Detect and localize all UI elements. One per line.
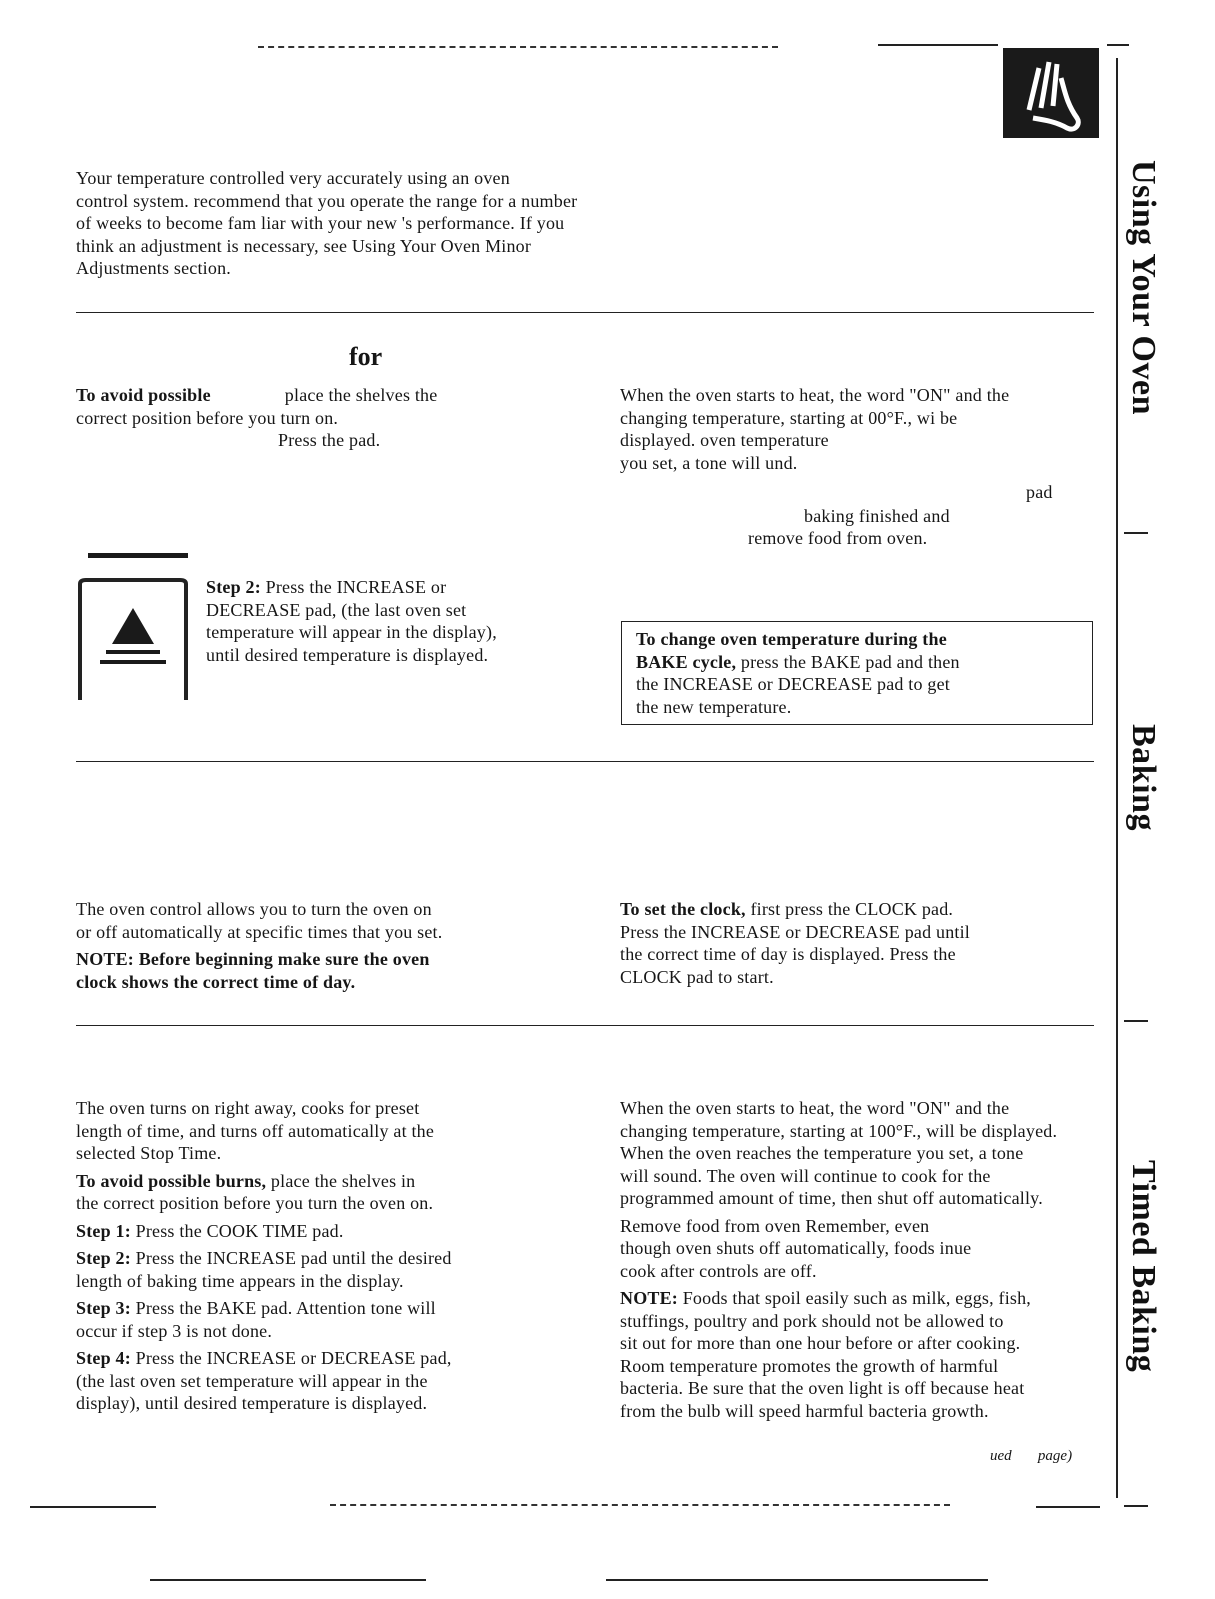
change-temp-line: the INCREASE or DECREASE pad to get bbox=[636, 674, 950, 694]
baking-right-text bbox=[620, 384, 1090, 474]
immediate-intro-line: selected Stop Time. bbox=[76, 1143, 222, 1163]
food-note-line: sit out for more than one hour before or after cooking. bbox=[620, 1333, 1021, 1353]
note-line: NOTE: Before beginning make sure the oven bbox=[76, 949, 430, 969]
bottom-rule-center bbox=[330, 1504, 950, 1506]
sidebar-divider-3 bbox=[1124, 1505, 1148, 1507]
timed-intro-line: or off automatically at specific times that you set. bbox=[76, 921, 443, 942]
burn-warning-label: To avoid possible bbox=[76, 385, 211, 405]
intro-line: control system. recommend that you operate the range for a number bbox=[76, 190, 578, 211]
step-line: Press the BAKE pad. Attention tone will bbox=[135, 1298, 436, 1318]
immediate-remove-line: Remove food from oven Remember, even bbox=[620, 1215, 930, 1236]
set-clock-text bbox=[620, 898, 1090, 988]
remove-food-line: remove food from oven. bbox=[748, 528, 928, 548]
immediate-heat-line: programmed amount of time, then shut off automatically. bbox=[620, 1188, 1043, 1208]
burn-warning-line: correct position before you turn on. bbox=[76, 407, 339, 428]
pad-fragment: pad bbox=[1026, 482, 1053, 502]
change-temperature-box bbox=[621, 621, 1093, 725]
right-margin-rule bbox=[1116, 58, 1118, 1498]
bake-cycle-label: BAKE cycle, bbox=[636, 651, 737, 672]
step2-label: Step 2: bbox=[206, 577, 261, 597]
intro-line: Your temperature controlled very accurately using an oven bbox=[76, 168, 510, 188]
heat-line: When the oven starts to heat, the word "ON" and the bbox=[620, 385, 1010, 405]
sidebar-label-timed-baking: Timed Baking bbox=[1125, 1160, 1162, 1373]
immediate-heat-line: When the oven starts to heat, the word "ON" and the bbox=[620, 1098, 1010, 1118]
caution-triangle-icon bbox=[76, 578, 190, 700]
sidebar-divider-2 bbox=[1124, 1020, 1148, 1022]
immediate-intro-line: The oven turns on right away, cooks for preset bbox=[76, 1098, 420, 1118]
set-clock-line: CLOCK pad to start. bbox=[620, 966, 774, 987]
step-line: length of baking time appears in the display. bbox=[76, 1270, 404, 1291]
set-clock-label: To set the clock, bbox=[620, 899, 746, 919]
baking-finished-line: baking finished and bbox=[804, 506, 950, 526]
step2-line: Press the INCREASE or bbox=[265, 577, 447, 597]
step2-text bbox=[206, 576, 586, 666]
immediate-remove-line: cook after controls are off. bbox=[620, 1260, 817, 1281]
step-line: display), until desired temperature is displayed. bbox=[76, 1393, 428, 1413]
note-line: clock shows the correct time of day. bbox=[76, 971, 356, 992]
step-line: occur if step 3 is not done. bbox=[76, 1320, 273, 1341]
step-line: (the last oven set temperature will appear in the bbox=[76, 1370, 428, 1391]
step-label: Step 3: bbox=[76, 1298, 131, 1318]
step-label: Step 2: bbox=[76, 1248, 131, 1268]
food-note-label: NOTE: bbox=[620, 1288, 679, 1308]
step2-line: temperature will appear in the display), bbox=[206, 622, 497, 642]
food-note-line: Room temperature promotes the growth of harmful bbox=[620, 1355, 999, 1376]
top-rule-left bbox=[258, 46, 778, 48]
baking-left-text bbox=[76, 384, 546, 452]
bottom-rule-right bbox=[1036, 1506, 1100, 1508]
step-label: Step 1: bbox=[76, 1220, 131, 1241]
immediate-intro-line: length of time, and turns off automatically at the bbox=[76, 1120, 435, 1141]
continued-note: ued page) bbox=[990, 1448, 1073, 1464]
set-clock-line: Press the INCREASE or DECREASE pad until bbox=[620, 921, 970, 942]
burn-warning-text: place the shelves the bbox=[284, 385, 438, 405]
step1-text: Press the pad. bbox=[278, 430, 381, 450]
footer-rule-left bbox=[150, 1579, 426, 1581]
food-note-line: bacteria. Be sure that the oven light is off because heat bbox=[620, 1378, 1025, 1398]
food-note-line: from the bulb will speed harmful bacteria growth. bbox=[620, 1400, 989, 1421]
section-divider bbox=[76, 312, 1094, 313]
footer-rule-right bbox=[606, 1579, 988, 1581]
sidebar-label-baking: Baking bbox=[1125, 724, 1162, 831]
set-clock-line: first press the CLOCK pad. bbox=[750, 899, 954, 919]
heat-line: you set, a tone will und. bbox=[620, 452, 798, 473]
intro-line: Adjustments section. bbox=[76, 258, 231, 278]
sidebar-divider-1 bbox=[1124, 532, 1148, 534]
heat-line: changing temperature, starting at 00°F., wi be bbox=[620, 407, 958, 428]
timed-intro-line: The oven control allows you to turn the oven on bbox=[76, 899, 432, 919]
step2-bar bbox=[88, 553, 188, 558]
immediate-remove-line: though oven shuts off automatically, foods inue bbox=[620, 1238, 972, 1258]
immediate-heat-line: changing temperature, starting at 100°F., will be displayed. bbox=[620, 1120, 1058, 1141]
section-divider bbox=[76, 761, 1094, 762]
avoid-burns-label: To avoid possible burns, bbox=[76, 1170, 267, 1191]
intro-paragraph bbox=[76, 167, 756, 280]
change-temp-line: press the BAKE pad and then bbox=[740, 651, 960, 672]
bottom-rule-left bbox=[30, 1506, 156, 1508]
food-note-line: Foods that spoil easily such as milk, eggs, fish, bbox=[682, 1288, 1032, 1308]
section-divider bbox=[76, 1025, 1094, 1026]
immediate-heat-line: will sound. The oven will continue to cook for the bbox=[620, 1165, 991, 1186]
hand-tab-icon bbox=[1003, 48, 1099, 138]
top-rule-corner bbox=[1107, 44, 1129, 46]
avoid-burns-text: place the shelves in bbox=[270, 1170, 416, 1191]
step-line: Press the INCREASE or DECREASE pad, bbox=[135, 1348, 452, 1368]
change-temp-line: the new temperature. bbox=[636, 696, 792, 717]
heat-line: displayed. oven temperature bbox=[620, 430, 829, 450]
intro-line: think an adjustment is necessary, see Using Your Oven Minor bbox=[76, 235, 532, 256]
immediate-heat-line: When the oven reaches the temperature you set, a tone bbox=[620, 1143, 1024, 1163]
top-rule-right bbox=[878, 44, 998, 46]
immediate-left-text bbox=[76, 1097, 576, 1415]
baking-heading: for bbox=[349, 342, 383, 371]
sidebar-label-using-your-oven: Using Your Oven bbox=[1125, 160, 1162, 415]
set-clock-line: the correct time of day is displayed. Press the bbox=[620, 944, 956, 964]
intro-line: of weeks to become fam liar with your new 's performance. If you bbox=[76, 213, 565, 233]
step2-line: DECREASE pad, (the last oven set bbox=[206, 599, 467, 620]
step-line: Press the COOK TIME pad. bbox=[135, 1220, 344, 1241]
timed-intro-left bbox=[76, 898, 556, 993]
step-line: Press the INCREASE pad until the desired bbox=[135, 1248, 452, 1268]
step2-line: until desired temperature is displayed. bbox=[206, 644, 489, 665]
food-note-line: stuffings, poultry and pork should not be allowed to bbox=[620, 1310, 1004, 1331]
avoid-burns-line: the correct position before you turn the oven on. bbox=[76, 1193, 434, 1213]
change-temp-bold-line: To change oven temperature during the bbox=[636, 629, 947, 649]
step-label: Step 4: bbox=[76, 1348, 131, 1368]
immediate-right-text bbox=[620, 1097, 1100, 1422]
